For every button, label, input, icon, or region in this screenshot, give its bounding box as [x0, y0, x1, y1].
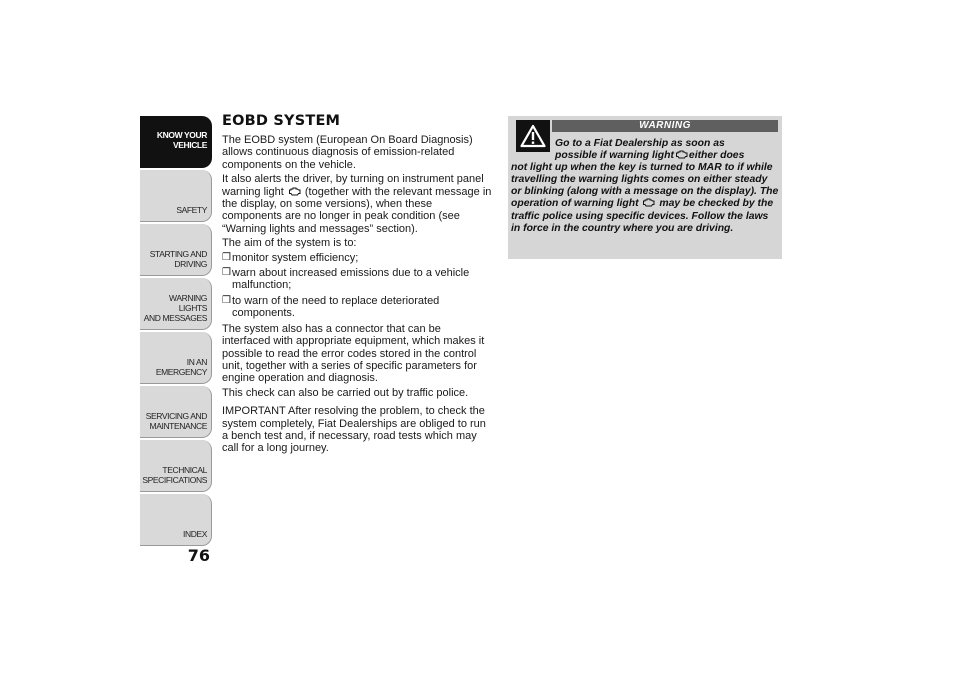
warning-header: WARNING: [552, 120, 778, 132]
section-title: EOBD SYSTEM: [222, 113, 341, 129]
page-number: 76: [187, 546, 210, 565]
nav-tab-know-your-vehicle[interactable]: KNOW YOUR VEHICLE: [140, 116, 212, 168]
engine-check-icon: [642, 198, 655, 207]
warning-box: [508, 116, 782, 259]
paragraph-intro: The EOBD system (European On Board Diagnosis) allows continuous diagnosis of emission-related components on the vehicle.: [222, 134, 473, 171]
list-item: ❒ monitor system efficiency;: [222, 251, 359, 264]
nav-tab-servicing[interactable]: SERVICING AND MAINTENANCE: [140, 386, 212, 438]
nav-tab-index[interactable]: INDEX: [140, 494, 212, 546]
engine-check-icon: [675, 150, 688, 159]
list-item: ❒ to warn of the need to replace deteriorated components.: [222, 294, 440, 320]
nav-tab-in-an-emergency[interactable]: IN AN EMERGENCY: [140, 332, 212, 384]
nav-tab-warning-lights[interactable]: WARNING LIGHTS AND MESSAGES: [140, 278, 212, 330]
paragraph-aim: The aim of the system is to:: [222, 237, 357, 250]
list-item: ❒ warn about increased emissions due to a vehicle malfunction;: [222, 267, 470, 292]
checkbox-bullet-icon: ❒: [222, 251, 231, 263]
paragraph-connector: The system also has a connector that can be interfaced with appropriate equipment, which makes it possible to read the error codes stored in the control unit, together with a series of specific parameters for engine operation and diagnosis.: [222, 322, 485, 385]
nav-tab-starting-and-driving[interactable]: STARTING AND DRIVING: [140, 224, 212, 276]
paragraph-alert: It also alerts the driver, by turning on instrument panel warning light (together with the relevant message in the display, on some versions), when these components are no longer in peak condition (see “Warning lights and messages” section).: [222, 173, 492, 235]
warning-text: Go to a Fiat Dealership as soon as possible if warning light either does not light up when the key is turned to MAR to if while travelling the warning lights comes on either steady or blinking (along with a message on the display). The operation of warning light may be checked by the traffic police using specific devices. Follow the laws in force in the country where you are driving.: [511, 138, 779, 234]
paragraph-traffic-police: This check can also be carried out by traffic police.: [222, 386, 469, 399]
engine-check-icon: [288, 187, 301, 196]
nav-tab-safety[interactable]: SAFETY: [140, 170, 212, 222]
checkbox-bullet-icon: ❒: [222, 294, 231, 306]
nav-tab-technical-specifications[interactable]: TECHNICAL SPECIFICATIONS: [140, 440, 212, 492]
paragraph-important: IMPORTANT After resolving the problem, to check the system completely, Fiat Dealerships are obliged to run a bench test and, if necessary, road tests which may call for a long journey.: [222, 405, 486, 455]
checkbox-bullet-icon: ❒: [222, 267, 231, 279]
eobd-section: [222, 113, 492, 457]
